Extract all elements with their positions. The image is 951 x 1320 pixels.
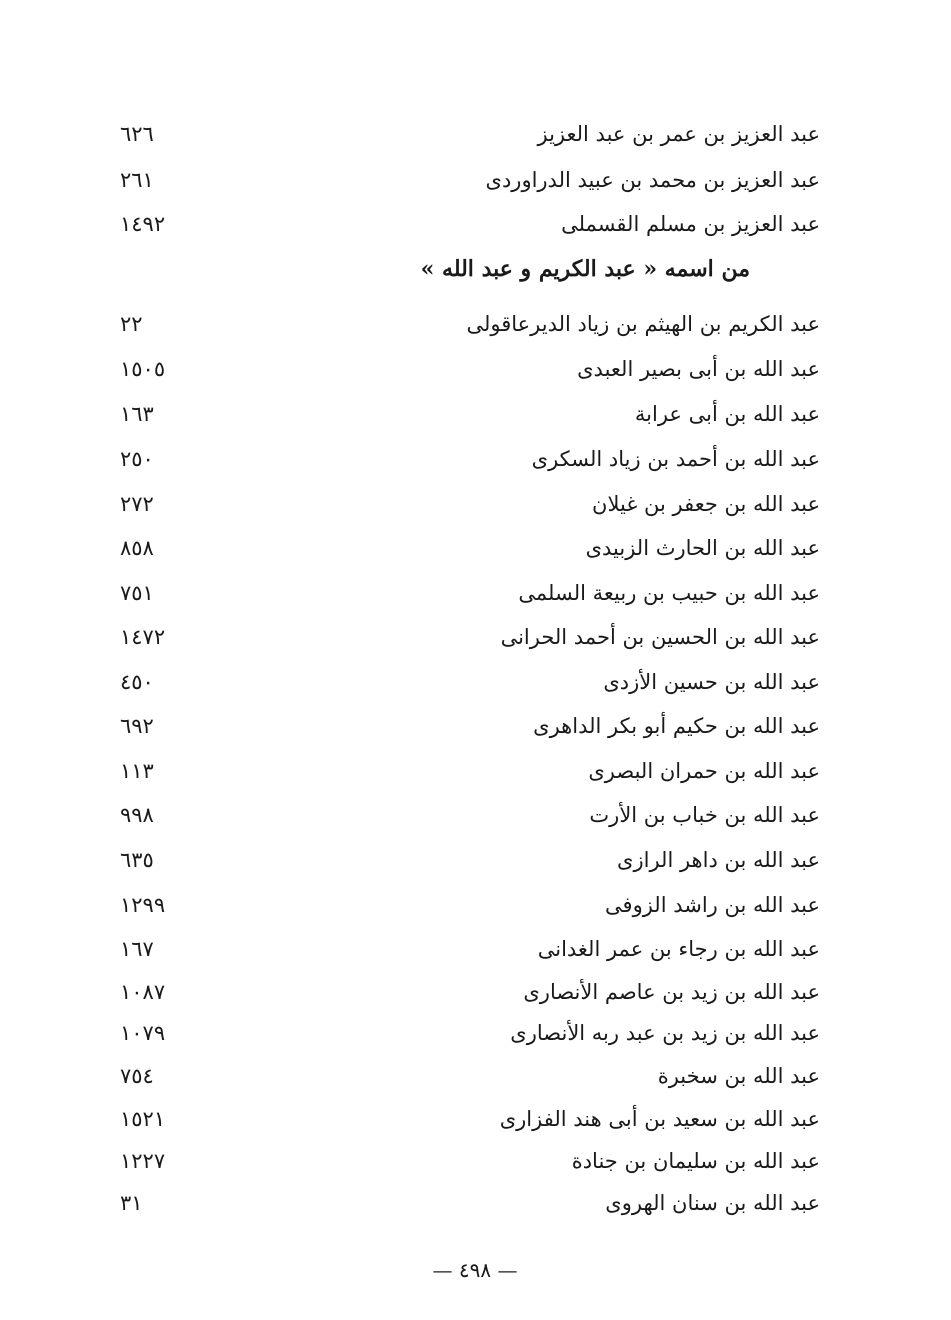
entry-number: ١٥٠٥: [120, 357, 166, 381]
entry-number: ١٦٣: [120, 402, 154, 426]
entry-number: ١٥٢١: [120, 1107, 166, 1131]
index-entry: [120, 202, 820, 246]
entry-number: ٦٣٥: [120, 848, 154, 872]
index-entry: [120, 927, 820, 971]
entry-name: عبد الله بن سخبرة: [657, 1064, 820, 1088]
entry-number: ٣١: [120, 1191, 143, 1215]
entry-number: ١١٣: [120, 759, 154, 783]
index-entry: [120, 571, 820, 615]
entry-name: عبد الله بن زيد بن عبد ربه الأنصارى: [510, 1021, 820, 1045]
entry-name: عبد العزيز بن عمر بن عبد العزيز: [537, 122, 820, 146]
entry-name: عبد الله بن حبيب بن ربيعة السلمى: [518, 581, 820, 605]
section-heading: من اسمه « عبد الكريم و عبد الله »: [420, 256, 750, 282]
entry-name: عبد الله بن أبى عرابة: [634, 402, 820, 426]
index-entry: [120, 437, 820, 481]
entry-name: عبد الله بن حمران البصرى: [588, 759, 820, 783]
index-entry: [120, 526, 820, 570]
index-entry: [120, 302, 820, 346]
index-entry: [120, 793, 820, 837]
entry-name: عبد الله بن أحمد بن زياد السكرى: [531, 447, 820, 471]
index-entry: [120, 883, 820, 927]
index-entry: [120, 1097, 820, 1141]
entry-number: ١٤٧٢: [120, 625, 166, 649]
entry-name: عبد الله بن خباب بن الأرت: [589, 803, 820, 827]
entry-name: عبد الكريم بن الهيثم بن زياد الديرعاقولى: [466, 312, 820, 336]
entry-number: ٨٥٨: [120, 536, 154, 560]
entry-name: عبد الله بن حكيم أبو بكر الداهرى: [533, 714, 820, 738]
entry-name: عبد الله بن سنان الهروى: [605, 1191, 820, 1215]
entry-name: عبد الله بن سليمان بن جنادة: [571, 1149, 820, 1173]
entry-name: عبد الله بن أبى بصير العبدى: [577, 357, 820, 381]
index-entry: [120, 482, 820, 526]
entry-number: ٧٥٤: [120, 1064, 154, 1088]
entry-name: عبد الله بن الحسين بن أحمد الحرانى: [500, 625, 820, 649]
entry-name: عبد الله بن زيد بن عاصم الأنصارى: [523, 980, 820, 1004]
index-entry: [120, 112, 820, 156]
index-entry: [120, 615, 820, 659]
entry-number: ٢٢: [120, 312, 143, 336]
index-entry: [120, 1139, 820, 1183]
entry-number: ٩٩٨: [120, 803, 154, 827]
entry-number: ٢٥٠: [120, 447, 154, 471]
entry-name: عبد العزيز بن مسلم القسملى: [561, 212, 820, 236]
entry-number: ٤٥٠: [120, 670, 154, 694]
entry-name: عبد الله بن رجاء بن عمر الغدانى: [537, 937, 820, 961]
index-entry: [120, 704, 820, 748]
index-entry: [120, 970, 820, 1014]
entry-number: ١٤٩٢: [120, 212, 166, 236]
entry-name: عبد الله بن حسين الأزدى: [603, 670, 820, 694]
index-entry: [120, 1011, 820, 1055]
entry-name: عبد العزيز بن محمد بن عبيد الدراوردى: [485, 168, 820, 192]
entry-number: ١٢٩٩: [120, 893, 166, 917]
index-entry: [120, 838, 820, 882]
entry-number: ٧٥١: [120, 581, 154, 605]
index-entry: [120, 347, 820, 391]
entry-number: ٢٦١: [120, 168, 154, 192]
page-number: — ٤٩٨ —: [432, 1258, 518, 1282]
entry-number: ٦٢٦: [120, 122, 154, 146]
index-entry: [120, 392, 820, 436]
entry-number: ١٦٧: [120, 937, 154, 961]
entry-name: عبد الله بن سعيد بن أبى هند الفزارى: [499, 1107, 820, 1131]
entry-number: ١٠٧٩: [120, 1021, 166, 1045]
entry-name: عبد الله بن جعفر بن غيلان: [592, 492, 820, 516]
index-entry: [120, 749, 820, 793]
entry-number: ٦٩٢: [120, 714, 154, 738]
entry-name: عبد الله بن الحارث الزبيدى: [585, 536, 820, 560]
entry-name: عبد الله بن راشد الزوفى: [605, 893, 820, 917]
index-entry: [120, 1054, 820, 1098]
entry-name: عبد الله بن داهر الرازى: [617, 848, 820, 872]
entry-number: ١٢٢٧: [120, 1149, 166, 1173]
entry-number: ١٠٨٧: [120, 980, 166, 1004]
index-entry: [120, 158, 820, 202]
index-entry: [120, 1181, 820, 1225]
entry-number: ٢٧٢: [120, 492, 154, 516]
index-entry: [120, 660, 820, 704]
